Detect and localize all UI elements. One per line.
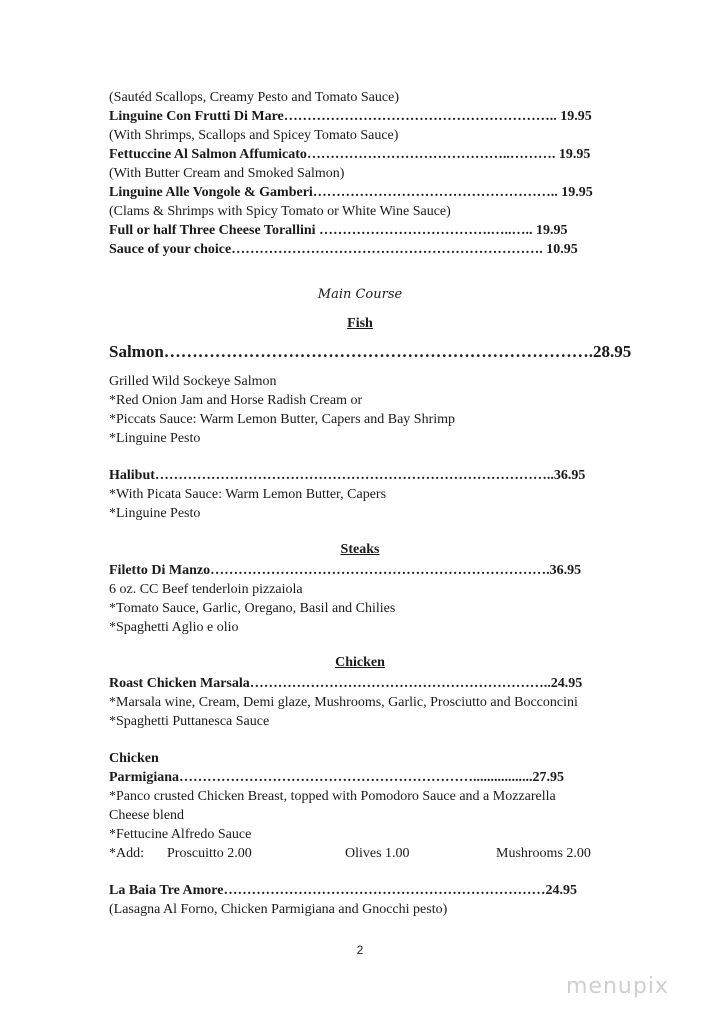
pasta-desc: (Clams & Shrimps with Spicy Tomato or White Wine Sauce): [109, 204, 451, 219]
item-desc: 6 oz. CC Beef tenderloin pizzaiola: [109, 582, 303, 597]
item-desc: *Linguine Pesto: [109, 506, 201, 521]
item-desc: Cheese blend: [109, 808, 185, 823]
menu-item-linguine-vongole: Linguine Alle Vongole & Gamberi…………………………………………….. 19.95: [109, 185, 593, 200]
page-number: 2: [356, 943, 364, 957]
section-heading-chicken: Chicken: [335, 655, 385, 670]
pasta-desc: (With Shrimps, Scallops and Spicey Tomato Sauce): [109, 128, 399, 143]
item-desc: *Spaghetti Puttanesca Sauce: [109, 714, 270, 729]
menu-item-salmon: Salmon………………………………………………………………….28.95: [109, 342, 632, 361]
item-desc: (Lasagna Al Forno, Chicken Parmigiana and Gnocchi pesto): [109, 902, 448, 917]
menu-item-la-baia-tre-amore: La Baia Tre Amore……………………………………………………………24.95: [109, 883, 577, 898]
add-ons-row: [109, 844, 609, 863]
menu-item-fettuccine-salmon: Fettuccine Al Salmon Affumicato……………………………………..………. 19.95: [109, 147, 591, 162]
pasta-desc: (With Butter Cream and Smoked Salmon): [109, 166, 345, 181]
menu-item-linguine-frutti-di-mare: Linguine Con Frutti Di Mare………………………………………………….. 19.95: [109, 109, 592, 124]
item-desc: *Tomato Sauce, Garlic, Oregano, Basil and Chilies: [109, 601, 396, 616]
item-desc: *Red Onion Jam and Horse Radish Cream or: [109, 393, 363, 408]
item-desc: *Piccats Sauce: Warm Lemon Butter, Capers and Bay Shrimp: [109, 412, 456, 427]
menu-item-sauce-of-choice: Sauce of your choice…………………………………………………………. 10.95: [109, 242, 578, 257]
item-desc: *With Picata Sauce: Warm Lemon Butter, Capers: [109, 487, 387, 502]
item-desc: Grilled Wild Sockeye Salmon: [109, 374, 277, 389]
item-desc: *Panco crusted Chicken Breast, topped with Pomodoro Sauce and a Mozzarella: [109, 789, 556, 804]
add-label: *Add:: [109, 846, 144, 861]
pasta-desc-scallops: (Sautéd Scallops, Creamy Pesto and Tomato Sauce): [109, 90, 399, 105]
item-desc: *Spaghetti Aglio e olio: [109, 620, 239, 635]
menu-item-halibut: Halibut…………………………………………………………………………..36.95: [109, 468, 586, 483]
menupix-watermark: menupix: [566, 974, 669, 999]
menu-item-filetto-di-manzo: Filetto Di Manzo……………………………………………………………….36.95: [109, 563, 582, 578]
add-on-proscuitto: Proscuitto 2.00: [167, 846, 252, 861]
add-on-mushrooms: Mushrooms 2.00: [496, 846, 591, 861]
menu-item-chicken-marsala: Roast Chicken Marsala………………………………………………………..24.95: [109, 676, 583, 691]
item-desc: *Linguine Pesto: [109, 431, 201, 446]
section-heading-steaks: Steaks: [340, 542, 380, 557]
item-desc: *Fettucine Alfredo Sauce: [109, 827, 252, 842]
section-title-main-course: Main Course: [317, 287, 403, 302]
add-on-olives: Olives 1.00: [345, 846, 410, 861]
menu-item-chicken-parmigiana-line1: Chicken: [109, 751, 159, 766]
section-heading-fish: Fish: [347, 316, 373, 331]
item-desc: *Marsala wine, Cream, Demi glaze, Mushrooms, Garlic, Prosciutto and Bocconcini: [109, 695, 578, 710]
menu-item-chicken-parmigiana: Parmigiana……………………………………………………….................27.95: [109, 770, 564, 785]
menu-item-torallini: Full or half Three Cheese Torallini ……………………………….…..….. 19.95: [109, 223, 568, 238]
